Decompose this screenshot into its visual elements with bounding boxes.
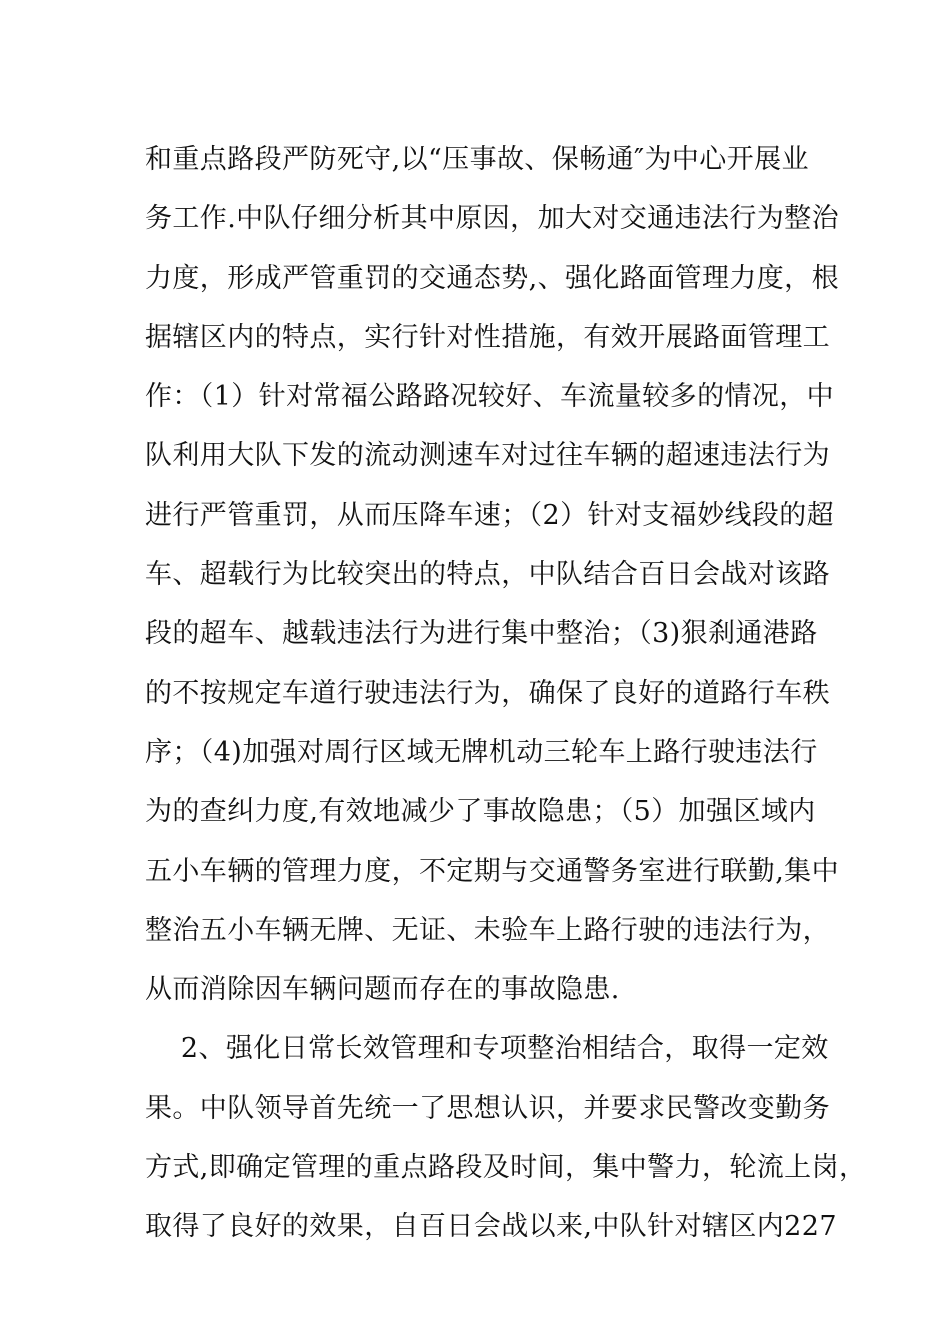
text-line: 据辖区内的特点，实行针对性措施，有效开展路面管理工: [145, 321, 830, 353]
text-line: 为的查纠力度,有效地减少了事故隐患；（5）加强区域内: [145, 796, 816, 828]
text-line: 方式,即确定管理的重点路段及时间，集中警力，轮流上岗，: [145, 1152, 867, 1184]
text-line: 整治五小车辆无牌、无证、未验车上路行驶的违法行为，: [145, 914, 830, 946]
text-line: 力度，形成严管重罚的交通态势,、强化路面管理力度，根: [145, 262, 839, 294]
text-line: 序；（4)加强对周行区域无牌机动三轮车上路行驶违法行: [145, 736, 818, 768]
text-line: 和重点路段严防死守,以“压事故、保畅通″为中心开展业: [145, 144, 809, 175]
text-line: 取得了良好的效果，自百日会战以来,中队针对辖区内227: [145, 1211, 837, 1243]
text-line: 进行严管重罚，从而压降车速；（2）针对支福妙线段的超: [145, 499, 835, 531]
text-line: 从而消除因车辆问题而存在的事故隐患.: [145, 974, 620, 1006]
text-line: 务工作.中队仔细分析其中原因，加大对交通违法行为整治: [145, 203, 839, 235]
body-text: [145, 130, 867, 1257]
paragraph-start-line: 2、强化日常长效管理和专项整治相结合，取得一定效: [145, 1033, 829, 1065]
text-line: 队利用大队下发的流动测速车对过往车辆的超速违法行为: [145, 440, 830, 472]
text-line: 车、超载行为比较突出的特点，中队结合百日会战对该路: [145, 559, 830, 591]
text-line: 五小车辆的管理力度，不定期与交通警务室进行联勤,集中: [145, 855, 839, 887]
text-line: 果。中队领导首先统一了思想认识，并要求民警改变勤务: [145, 1092, 830, 1124]
text-line: 作：（1）针对常福公路路况较好、车流量较多的情况，中: [145, 381, 835, 413]
text-line: 的不按规定车道行驶违法行为，确保了良好的道路行车秩: [145, 677, 830, 709]
text-line: 段的超车、越载违法行为进行集中整治；（3)狠刹通港路: [145, 618, 818, 650]
